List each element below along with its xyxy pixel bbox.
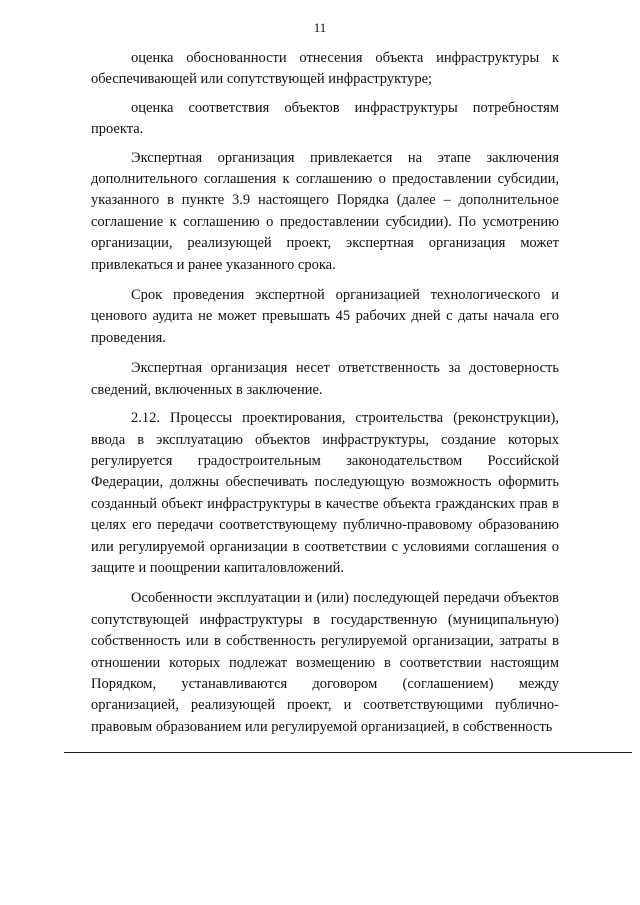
paragraph-audit-term: Срок проведения экспертной организацией технологического и ценового аудита не может превышать 45 рабочих дней с даты начала его проведения. [91, 287, 559, 346]
paragraph-expert-responsibility: Экспертная организация несет ответственность за достоверность сведений, включенных в заключение. [91, 360, 559, 398]
paragraph-assessment-compliance: оценка соответствия объектов инфраструктуры потребностям проекта. [91, 99, 559, 138]
footer-rule [64, 752, 632, 753]
paragraph-operation-transfer: Особенности эксплуатации и (или) последующей передачи объектов сопутствующей инфраструктуры в государственную (муниципальную) собственность или в собственность регулируемой организации, затраты в отношении которых подлежат возмещению в соответствии настоящим Порядком, устанавливаются договором (соглашением) между организацией, реализующей проект, и соответствующими публично-правовым образованием или регулируемой организацией, в собственность [91, 590, 559, 735]
paragraph-clause-2-12: 2.12. Процессы проектирования, строительства (реконструкции), ввода в эксплуатацию объектов инфраструктуры, создание которых регулируется градостроительным законодательством Российской Федерации, должны обеспечивать последующую возможность оформить созданный объект инфраструктуры в качестве объекта гражданских прав в целях его передачи соответствующему публично-правовому образованию или регулируемой организации в соответствии с условиями соглашения о защите и поощрении капиталовложений. [91, 410, 559, 576]
page-number: 11 [313, 20, 327, 35]
paragraph-expert-engagement: Экспертная организация привлекается на этапе заключения дополнительного соглашения к соглашению о предоставлении субсидии, указанного в пункте 3.9 настоящего Порядка (далее – дополнительное соглашение к соглашению о предоставлении субсидии). По усмотрению организации, реализующей проект, экспертная организация может привлекаться и ранее указанного срока. [91, 149, 559, 273]
document-body [91, 48, 559, 745]
paragraph-assessment-infrastructure-type: оценка обоснованности отнесения объекта инфраструктуры к обеспечивающей или сопутствующей инфраструктуре; [91, 50, 559, 88]
